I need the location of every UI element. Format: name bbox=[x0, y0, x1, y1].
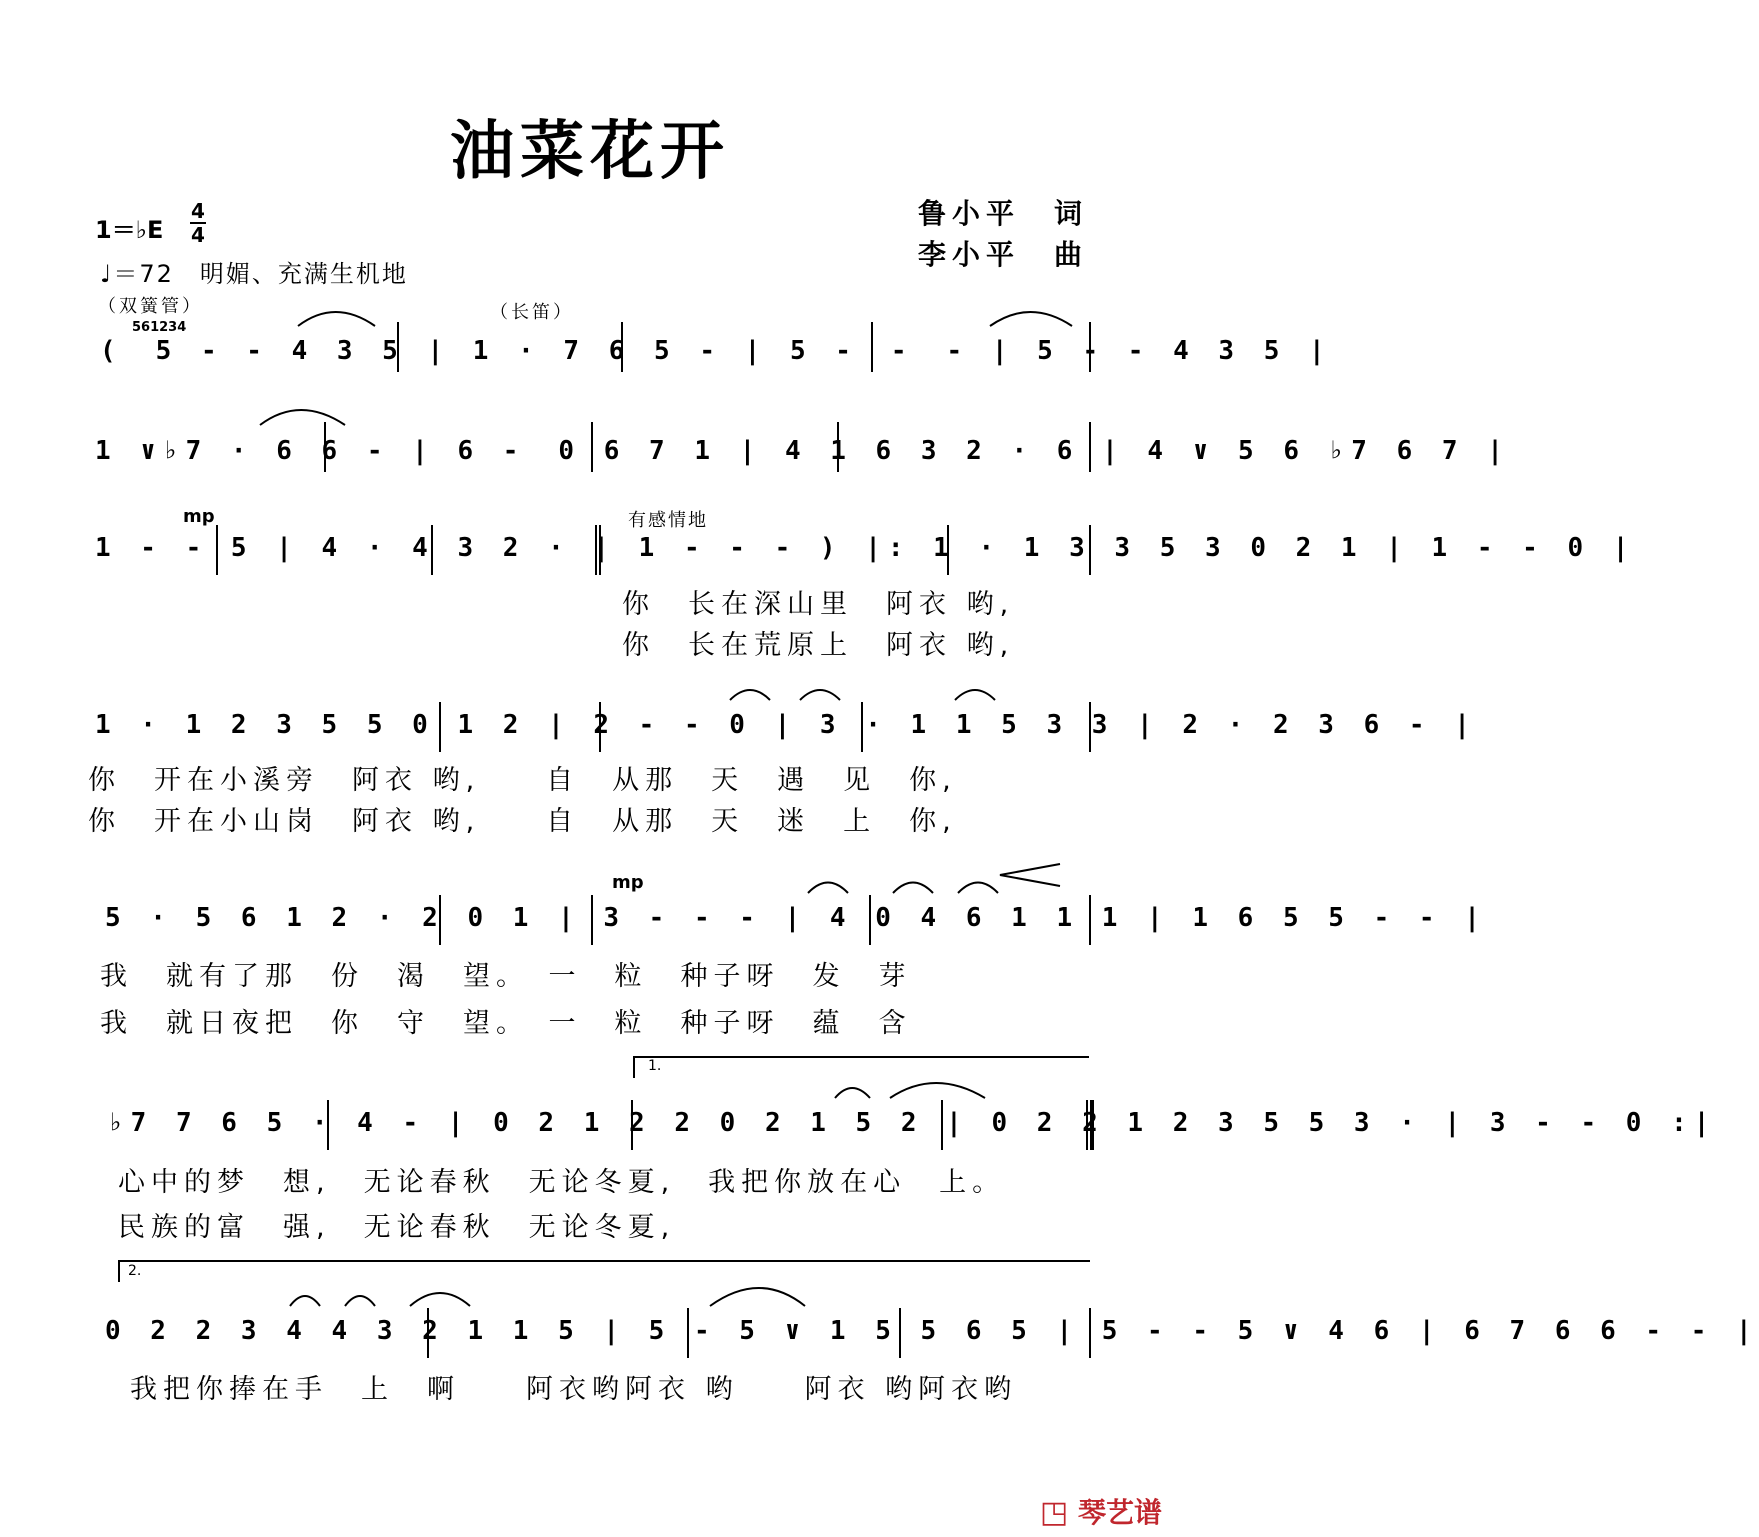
lyrics-row-6-verse-2: 民族的富 强, 无论春秋 无论冬夏, bbox=[118, 1212, 676, 1243]
lyrics-row-4-verse-2: 你 开在小山岗 阿衣 哟, 自 从那 天 迷 上 你, bbox=[88, 806, 957, 837]
slur bbox=[298, 312, 375, 326]
dynamic-mark: mp bbox=[612, 872, 644, 893]
notation-row-4: 1 · 1 2 3 5 5 0 1 2 | 2 - - 0 | 3 · 1 1 5 3 3 | 2 · 2 3 6 - | bbox=[95, 710, 1477, 740]
volta-label-1: 1. bbox=[648, 1058, 662, 1074]
watermark-icon: ◳ bbox=[1039, 1495, 1069, 1530]
notation-row-7: 0 2 2 3 4 4 3 2 1 1 5 | 5 - 5 ∨ 1 5 5 6 5 | 5 - - 5 ∨ 4 6 | 6 7 6 6 - - | bbox=[105, 1316, 1759, 1346]
crescendo-hairpin bbox=[1000, 864, 1060, 886]
lyrics-row-5-verse-1: 我 就有了那 份 渴 望。 一 粒 种子呀 发 芽 bbox=[100, 961, 912, 992]
slur bbox=[808, 883, 848, 894]
lyrics-row-5-verse-2: 我 就日夜把 你 守 望。 一 粒 种子呀 蕴 含 bbox=[100, 1008, 912, 1039]
notation-row-5: 5 · 5 6 1 2 · 2 0 1 | 3 - - - | 4 0 4 6 1 1 1 | 1 6 5 5 - - | bbox=[105, 903, 1487, 933]
slur bbox=[893, 883, 933, 894]
slur bbox=[800, 690, 840, 700]
watermark-text: 琴艺谱 bbox=[1077, 1496, 1162, 1529]
lyrics-row-6-verse-1: 心中的梦 想, 无论春秋 无论冬夏, 我把你放在心 上。 bbox=[118, 1167, 1006, 1198]
notation-row-3: 1 - - 5 | 4 · 4 3 2 · | 1 - - - ) |: 1 · 1 3 3 5 3 0 2 1 | 1 - - 0 | bbox=[95, 533, 1636, 563]
slur bbox=[290, 1296, 320, 1306]
time-bottom: 4 bbox=[191, 223, 205, 247]
slur bbox=[410, 1293, 470, 1306]
slur bbox=[260, 410, 345, 425]
watermark-logo bbox=[1040, 1491, 1162, 1531]
lyrics-row-3-verse-1: 你 长在深山里 阿衣 哟, bbox=[622, 589, 1015, 620]
dynamic-mark: mp bbox=[183, 506, 215, 527]
instrument-label-oboe: （双簧管） bbox=[98, 296, 203, 317]
slur bbox=[958, 883, 998, 894]
song-title: 油菜花开 bbox=[450, 115, 730, 189]
tempo-marking: ♩＝72 明媚、充满生机地 bbox=[100, 260, 408, 288]
notation-row-6: ♭7 7 6 5 · 4 - | 0 2 1 2 2 0 2 1 5 2 | 0 2 2 1 2 3 5 5 3 · | 3 - - 0 :| bbox=[108, 1108, 1717, 1138]
slur bbox=[990, 312, 1072, 326]
lyrics-row-3-verse-2: 你 长在荒原上 阿衣 哟, bbox=[622, 630, 1015, 661]
notation-row-1: ( 5 - - 4 3 5 | 1 · 7 6 5 - | 5 - - - | 5 - - 4 3 5 | bbox=[100, 336, 1332, 366]
lyricist-credit: 鲁小平 词 bbox=[918, 197, 1089, 230]
key-signature: 1＝♭E bbox=[95, 216, 164, 244]
time-top: 4 bbox=[191, 199, 205, 223]
slur bbox=[345, 1296, 375, 1306]
composer-credit: 李小平 曲 bbox=[918, 238, 1089, 271]
volta-label-2: 2. bbox=[128, 1263, 142, 1279]
instrument-label-flute: （长笛） bbox=[490, 302, 574, 323]
slur bbox=[710, 1288, 805, 1306]
notation-row-2: 1 ∨♭7 · 6 6 - | 6 - 0 6 7 1 | 4 1 6 3 2 · 6 | 4 ∨ 5 6 ♭7 6 7 | bbox=[95, 436, 1510, 466]
grace-notes: 561234 bbox=[132, 320, 187, 335]
slur bbox=[955, 690, 995, 700]
slur bbox=[890, 1083, 985, 1098]
slur bbox=[730, 690, 770, 700]
lyrics-row-4-verse-1: 你 开在小溪旁 阿衣 哟, 自 从那 天 遇 见 你, bbox=[88, 765, 957, 796]
slur bbox=[835, 1088, 870, 1098]
expression-text: 有感情地 bbox=[628, 510, 708, 531]
lyrics-row-7-verse-1: 我把你捧在手 上 啊 阿衣哟阿衣 哟 阿衣 哟阿衣哟 bbox=[130, 1374, 1018, 1405]
